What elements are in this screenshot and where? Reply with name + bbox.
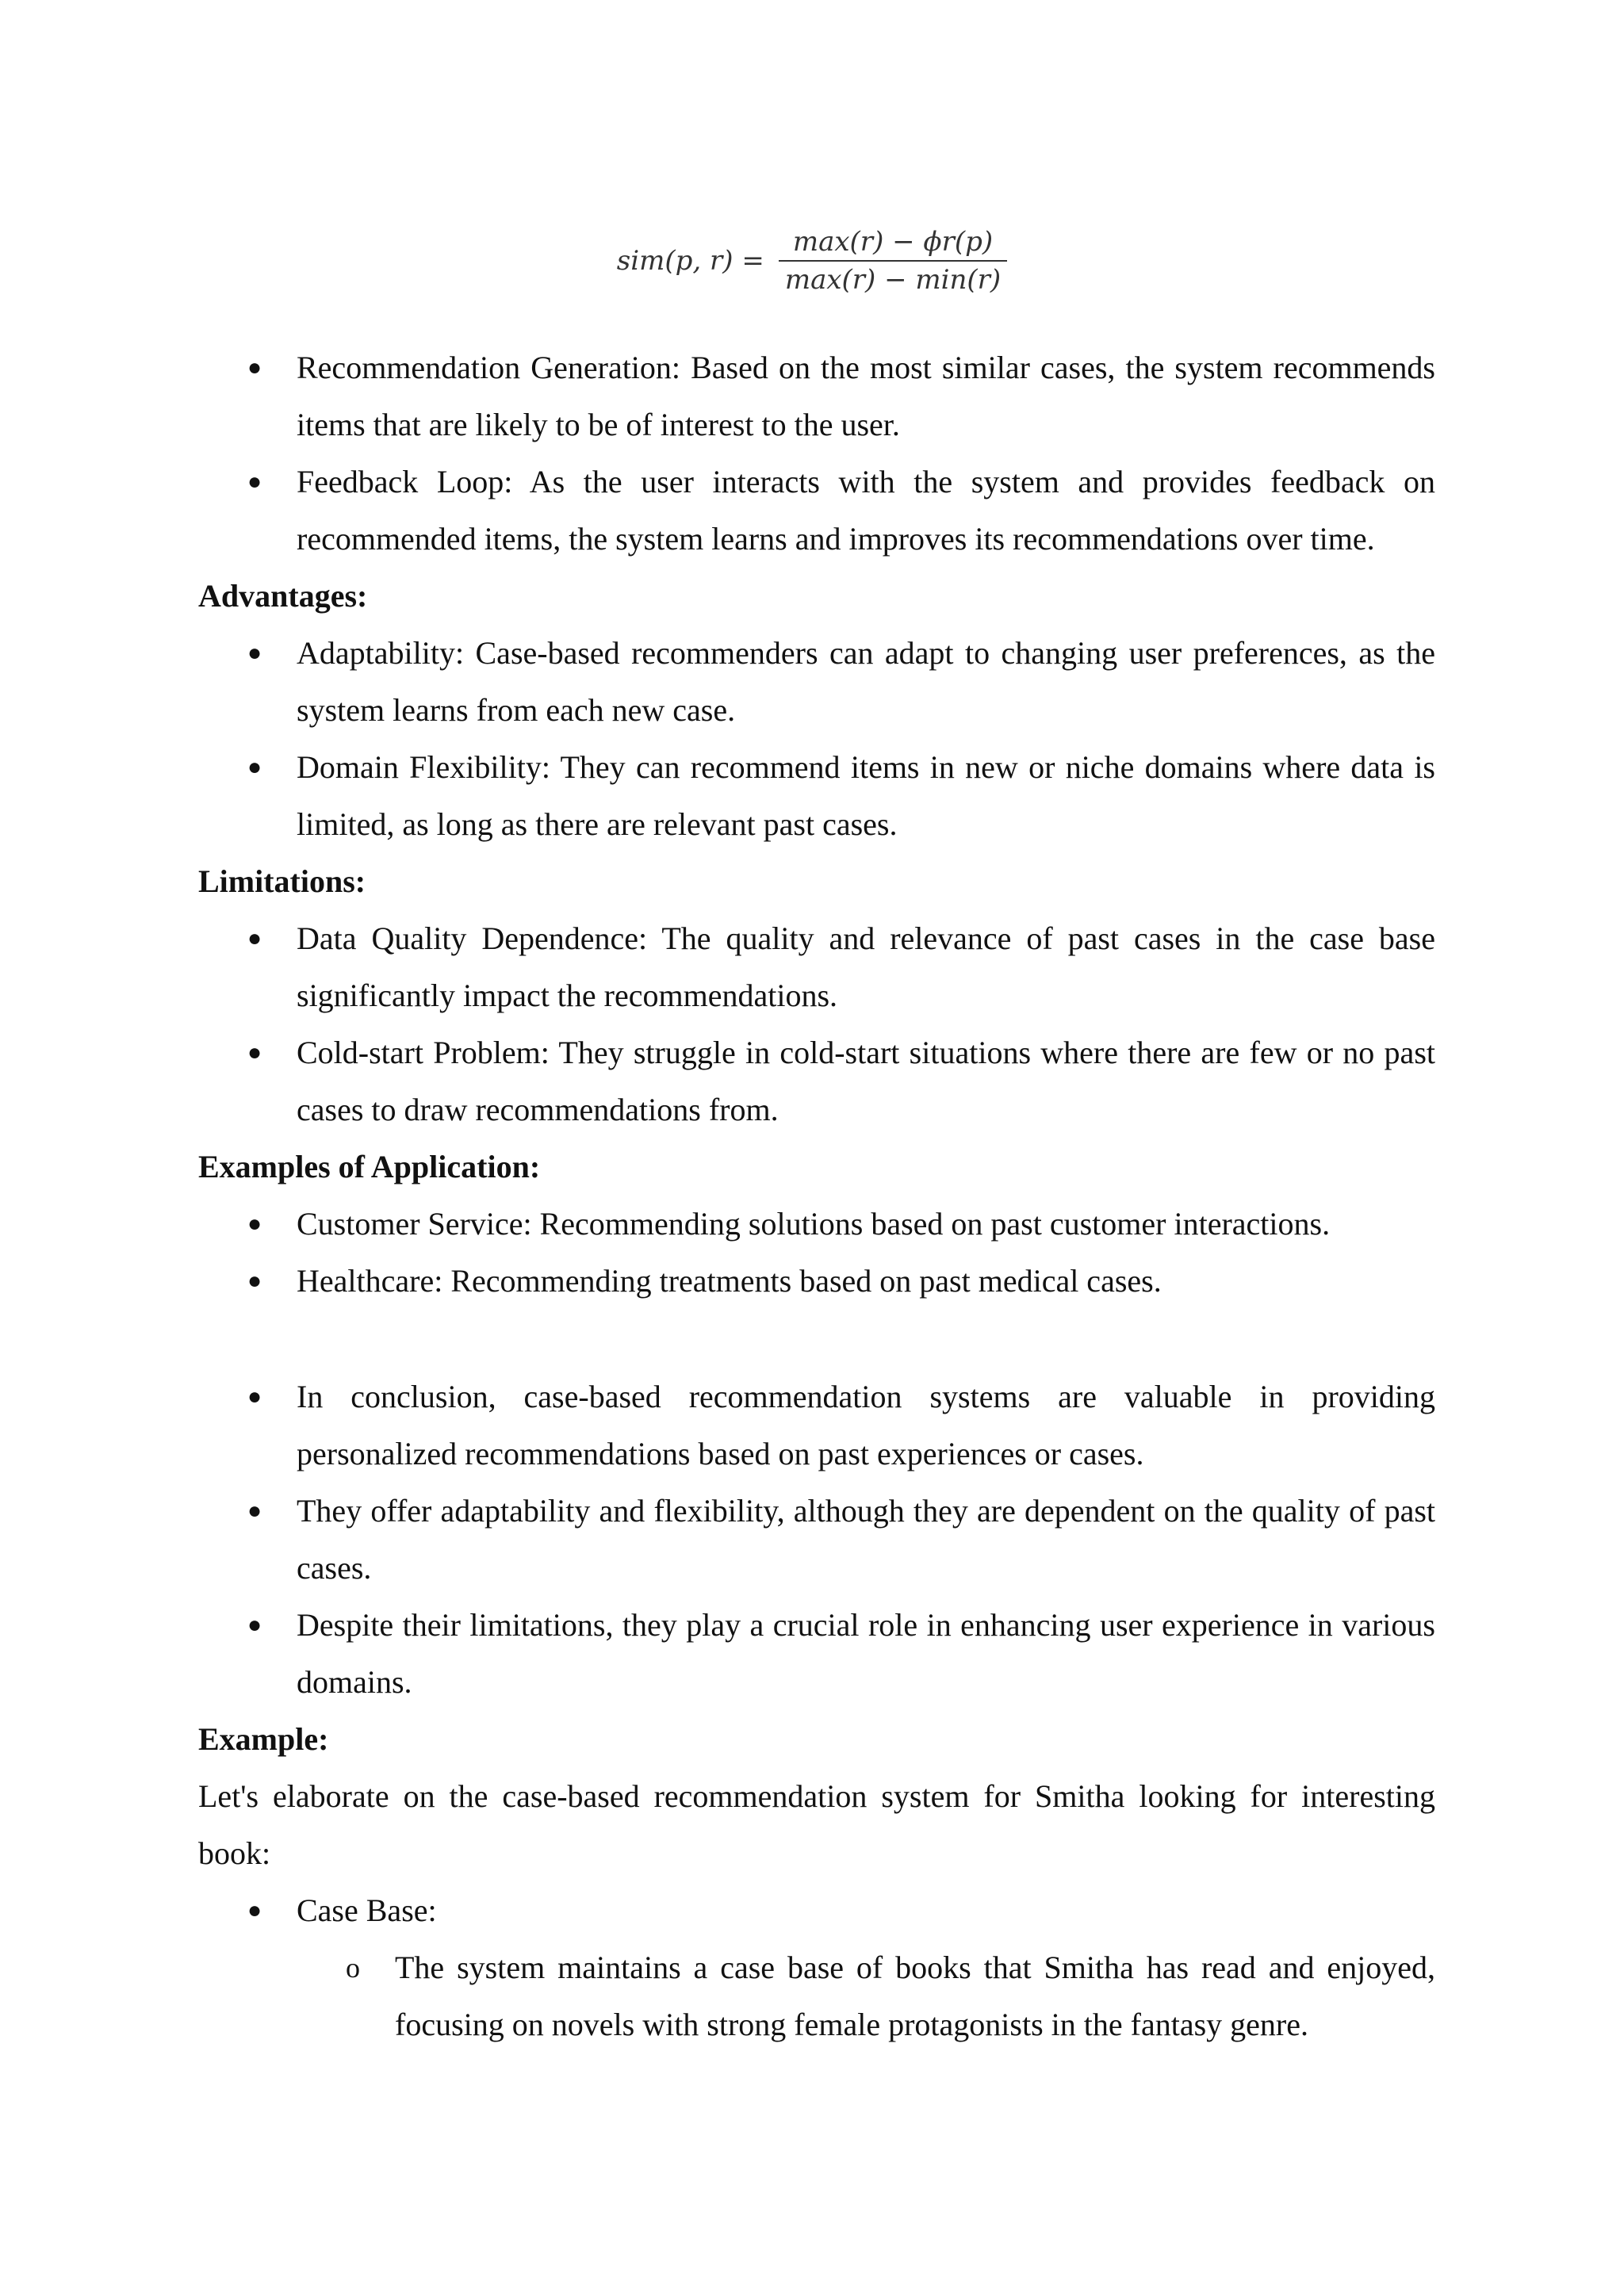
bullet-icon: ● xyxy=(247,1498,262,1524)
list-item xyxy=(198,1483,1435,1597)
list-item-text: They offer adaptability and flexibility, although they are dependent on the quality of past cases. xyxy=(297,1493,1435,1586)
list-item-text: Cold-start Problem: They struggle in cold-start situations where there are few or no past cases to draw recommendations from. xyxy=(297,1035,1435,1127)
bullet-icon: ● xyxy=(247,354,262,381)
formula-numerator: max(r) − ϕr(p) xyxy=(792,226,994,258)
list-item xyxy=(198,1368,1435,1483)
list-item xyxy=(198,910,1435,1024)
list-item-text: Recommendation Generation: Based on the most similar cases, the system recommends items that are likely to be of interest to the user. xyxy=(297,350,1435,442)
list-item-text: In conclusion, case-based recommendation systems are valuable in providing personalized recommendations based on past experiences or cases. xyxy=(297,1379,1435,1471)
bullet-icon: ● xyxy=(247,1383,262,1410)
similarity-formula xyxy=(0,224,1624,298)
bullet-icon: ● xyxy=(247,1039,262,1066)
bullet-icon: ● xyxy=(247,1612,262,1638)
bullet-icon: ● xyxy=(247,754,262,780)
formula-lhs: sim(p, r) = xyxy=(616,245,764,277)
formula-denominator: max(r) − min(r) xyxy=(784,264,1002,296)
circle-bullet-icon: o xyxy=(346,1952,360,1984)
document-body xyxy=(198,339,1435,2053)
list-item-text: Case Base: xyxy=(297,1892,437,1928)
list-item-text: Data Quality Dependence: The quality and relevance of past cases in the case base significantly impact the recommendations. xyxy=(297,920,1435,1013)
list-item xyxy=(198,1253,1435,1310)
advantages-heading: Advantages: xyxy=(198,578,368,614)
list-item-text: Feedback Loop: As the user interacts with the system and provides feedback on recommended items, the system learns and improves its recommendations over time. xyxy=(297,464,1435,557)
list-item-text: Adaptability: Case-based recommenders can adapt to changing user preferences, as the system learns from each new case. xyxy=(297,635,1435,728)
list-item-text: Domain Flexibility: They can recommend items in new or niche domains where data is limited, as long as there are relevant past cases. xyxy=(297,749,1435,842)
list-item xyxy=(198,1882,1435,1939)
limitations-heading: Limitations: xyxy=(198,863,366,899)
example-intro: Let's elaborate on the case-based recommendation system for Smitha looking for interesting book: xyxy=(198,1778,1435,1871)
bullet-icon: ● xyxy=(247,1897,262,1923)
list-item-text: Customer Service: Recommending solutions based on past customer interactions. xyxy=(297,1206,1331,1242)
spacer xyxy=(198,1310,1435,1368)
sub-list-item xyxy=(198,1939,1435,2053)
sub-list-item-text: The system maintains a case base of books that Smitha has read and enjoyed, focusing on novels with strong female protagonists in the fantasy genre. xyxy=(395,1950,1435,2042)
formula-fraction xyxy=(779,224,1007,298)
list-item xyxy=(198,739,1435,853)
bullet-icon: ● xyxy=(247,1268,262,1294)
list-item xyxy=(198,1597,1435,1711)
bullet-icon: ● xyxy=(247,925,262,951)
list-item xyxy=(198,1024,1435,1138)
bullet-icon: ● xyxy=(247,1211,262,1237)
bullet-icon: ● xyxy=(247,469,262,495)
list-item-text: Despite their limitations, they play a crucial role in enhancing user experience in various domains. xyxy=(297,1607,1435,1700)
bullet-icon: ● xyxy=(247,640,262,666)
applications-heading: Examples of Application: xyxy=(198,1149,541,1184)
list-item-text: Healthcare: Recommending treatments based on past medical cases. xyxy=(297,1263,1162,1299)
list-item xyxy=(198,453,1435,568)
list-item xyxy=(198,625,1435,739)
example-heading: Example: xyxy=(198,1721,329,1757)
list-item xyxy=(198,339,1435,453)
list-item xyxy=(198,1196,1435,1253)
